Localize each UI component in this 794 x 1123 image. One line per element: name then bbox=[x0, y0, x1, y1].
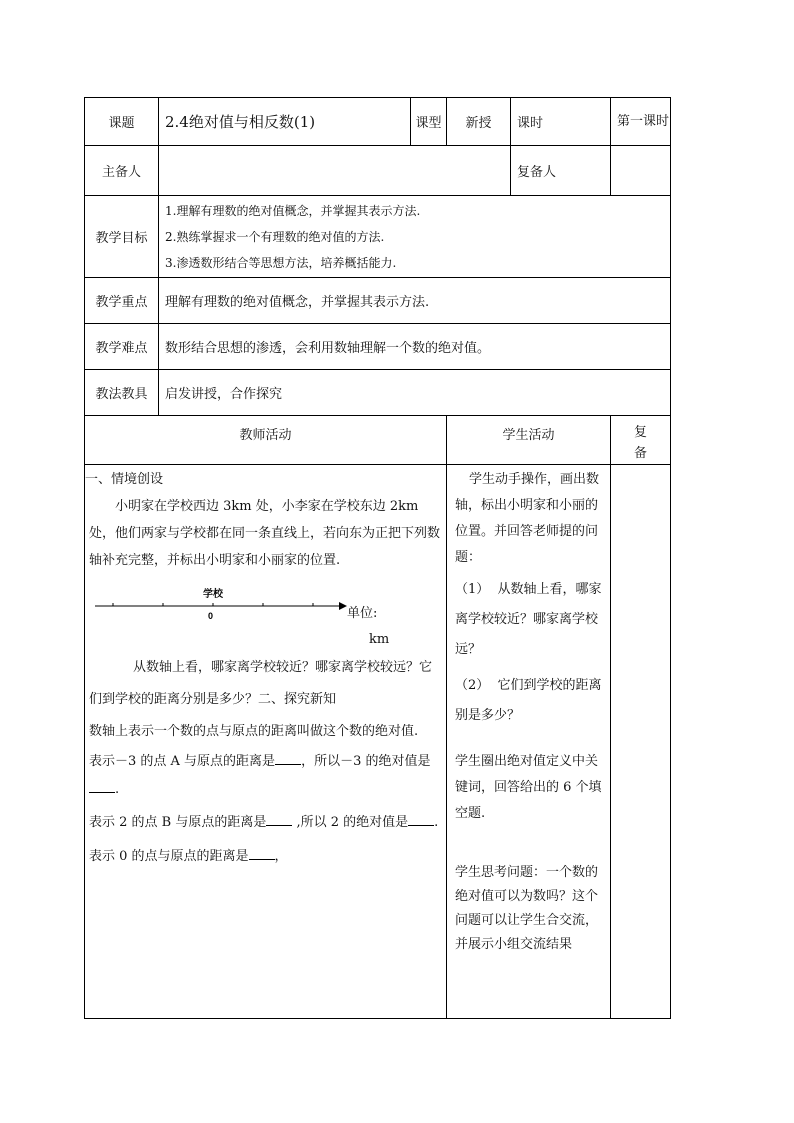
method-value: 启发讲授，合作探究 bbox=[159, 370, 671, 416]
section-title-1: 一、情境创设 bbox=[85, 472, 164, 487]
focus-value: 理解有理数的绝对值概念，并掌握其表示方法. bbox=[159, 278, 671, 324]
goal-item-1: 1.理解有理数的绝对值概念，并掌握其表示方法. bbox=[165, 203, 421, 218]
preparer-label: 主备人 bbox=[85, 146, 159, 196]
goal-item-2: 2.熟练掌握求一个有理数的绝对值的方法. bbox=[165, 229, 385, 244]
review-header: 复备 bbox=[611, 416, 671, 465]
reviewer-label: 复备人 bbox=[511, 146, 611, 196]
blank-a-abs[interactable] bbox=[89, 778, 115, 793]
number-line-svg bbox=[93, 582, 353, 622]
unit-value: km bbox=[369, 632, 390, 647]
row-preparer bbox=[85, 146, 671, 196]
teacher-activity-content bbox=[85, 465, 447, 1019]
goals-label: 教学目标 bbox=[85, 196, 159, 278]
blank-b-distance[interactable] bbox=[266, 811, 292, 826]
row-method bbox=[85, 370, 671, 416]
fill-line-a: 表示－3 的点 A 与原点的距离是 ，所以－3 的绝对值是. bbox=[85, 748, 446, 804]
review-column bbox=[611, 465, 671, 1019]
scenario-paragraph: 小明家在学校西边 3km 处，小李家在学校东边 2km 处，他们两家与学校都在同一条直线上，若向东为正把下列数轴补充完整，并标出小明家和小丽家的位置. bbox=[89, 499, 441, 568]
unit-label: 单位: bbox=[347, 606, 378, 621]
student-question-1: （1） 从数轴上看，哪家离学校较近？哪家离学校远？ bbox=[455, 582, 602, 657]
type-value: 新授 bbox=[447, 98, 511, 146]
student-activity-header: 学生活动 bbox=[447, 416, 611, 465]
student-activity-content bbox=[447, 465, 611, 1019]
preparer-value bbox=[159, 146, 511, 196]
fill-line-c: 表示 0 的点与原点的距离是 ， bbox=[85, 838, 446, 872]
student-paragraph-2: 学生圈出绝对值定义中关键词，回答给出的 6 个填空题. bbox=[455, 754, 602, 821]
student-question-2: （2） 它们到学校的距离别是多少？ bbox=[455, 678, 602, 723]
axis-school-label: 学校 bbox=[203, 589, 223, 600]
course-label: 课题 bbox=[85, 98, 159, 146]
focus-label: 教学重点 bbox=[85, 278, 159, 324]
row-difficulty bbox=[85, 324, 671, 370]
row-focus bbox=[85, 278, 671, 324]
method-label: 教法教具 bbox=[85, 370, 159, 416]
row-goals bbox=[85, 196, 671, 278]
fill-line-b: 表示 2 的点 B 与原点的距离是 ,所以 2 的绝对值是 . bbox=[85, 804, 446, 838]
goals-list bbox=[159, 196, 671, 278]
teacher-activity-header: 教师活动 bbox=[85, 416, 447, 465]
reviewer-value bbox=[611, 146, 671, 196]
lesson-plan-table bbox=[84, 97, 671, 1019]
row-course bbox=[85, 98, 671, 146]
course-title: 2.4绝对值与相反数(1) bbox=[159, 98, 411, 146]
row-activities bbox=[85, 465, 671, 1019]
blank-c-distance[interactable] bbox=[249, 845, 275, 860]
blank-a-distance[interactable] bbox=[275, 750, 301, 765]
period-value: 第一课时 bbox=[611, 98, 671, 146]
axis-zero-label: 0 bbox=[208, 611, 214, 621]
number-line-arrow bbox=[339, 602, 347, 610]
number-line-figure bbox=[85, 574, 446, 647]
definition-paragraph: 数轴上表示一个数的点与原点的距离叫做这个数的绝对值. bbox=[89, 724, 419, 739]
blank-b-abs[interactable] bbox=[408, 811, 434, 826]
period-label: 课时 bbox=[511, 98, 611, 146]
difficulty-label: 教学难点 bbox=[85, 324, 159, 370]
question-paragraph: 从数轴上看，哪家离学校较近？哪家离学校较远？它们到学校的距离分别是多少？二、探究新知 bbox=[89, 660, 433, 707]
type-label: 课型 bbox=[411, 98, 447, 146]
student-paragraph-3: 学生思考问题：一个数的绝对值可以为数吗？这个问题可以让学生合交流，并展示小组交流结果 bbox=[455, 865, 599, 952]
goal-item-3: 3.渗透数形结合等思想方法，培养概括能力. bbox=[165, 255, 397, 270]
student-paragraph-1: 学生动手操作，画出数轴，标出小明家和小丽的位置。并回答老师提的问题： bbox=[455, 472, 600, 565]
row-activity-headers bbox=[85, 416, 671, 465]
difficulty-value: 数形结合思想的渗透，会利用数轴理解一个数的绝对值。 bbox=[159, 324, 671, 370]
